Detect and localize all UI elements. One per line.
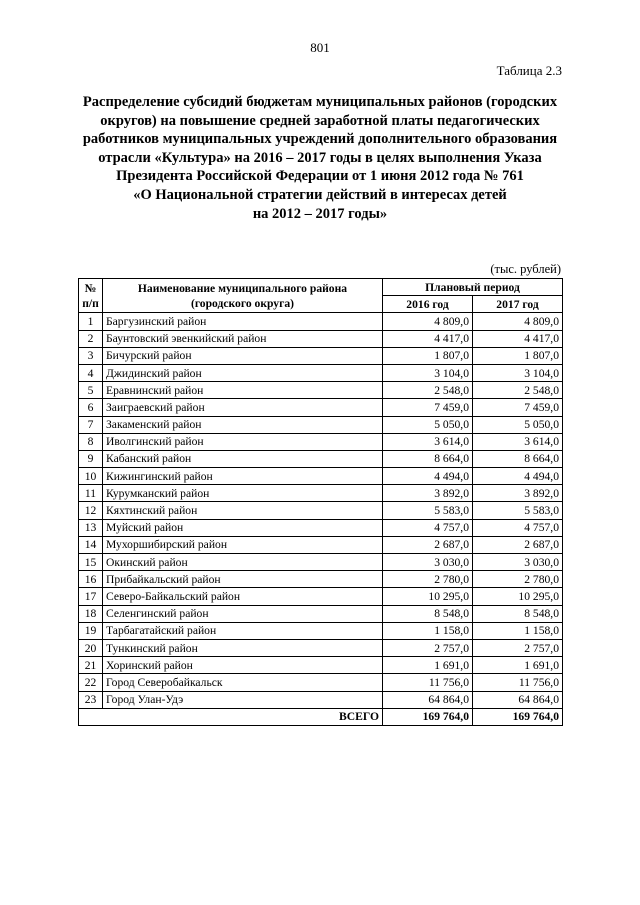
document-title [70,93,570,223]
header-year-2017: 2017 год [473,296,563,313]
table-row [79,691,563,708]
row-district-name: Муйский район [103,519,383,536]
row-value-2017: 1 691,0 [473,657,563,674]
row-number: 16 [79,571,103,588]
row-value-2016: 1 807,0 [383,347,473,364]
row-value-2017: 10 295,0 [473,588,563,605]
total-value-2017: 169 764,0 [473,708,563,725]
table-row [79,450,563,467]
row-district-name: Хоринский район [103,657,383,674]
row-value-2017: 3 104,0 [473,364,563,381]
row-number: 19 [79,622,103,639]
row-value-2017: 3 614,0 [473,433,563,450]
row-number: 9 [79,450,103,467]
total-value-2016: 169 764,0 [383,708,473,725]
row-number: 14 [79,536,103,553]
row-district-name: Окинский район [103,554,383,571]
row-value-2017: 3 892,0 [473,485,563,502]
row-district-name: Баргузинский район [103,313,383,330]
table-row [79,416,563,433]
row-value-2017: 2 757,0 [473,639,563,656]
row-value-2016: 7 459,0 [383,399,473,416]
row-value-2016: 2 548,0 [383,382,473,399]
table-row [79,502,563,519]
row-number: 12 [79,502,103,519]
row-value-2016: 2 780,0 [383,571,473,588]
row-number: 8 [79,433,103,450]
table-row [79,622,563,639]
header-number-line1: № [84,281,97,295]
row-number: 10 [79,468,103,485]
table-label: Таблица 2.3 [496,63,562,78]
row-number: 17 [79,588,103,605]
total-label: ВСЕГО [103,708,383,725]
row-value-2016: 3 614,0 [383,433,473,450]
table-row [79,399,563,416]
row-district-name: Иволгинский район [103,433,383,450]
total-row [79,708,563,725]
row-district-name: Кижингинский район [103,468,383,485]
row-number: 2 [79,330,103,347]
row-district-name: Тункинский район [103,639,383,656]
row-value-2016: 64 864,0 [383,691,473,708]
title-line: на 2012 – 2017 годы» [252,205,388,222]
row-value-2016: 1 158,0 [383,622,473,639]
table-body [79,313,563,708]
table-row [79,364,563,381]
row-number: 11 [79,485,103,502]
row-value-2017: 1 807,0 [473,347,563,364]
row-value-2016: 2 757,0 [383,639,473,656]
title-line: отрасли «Культура» на 2016 – 2017 годы в целях выполнения Указа [98,149,542,166]
title-line: работников муниципальных учреждений дополнительного образования [82,131,558,148]
row-district-name: Мухоршибирский район [103,536,383,553]
header-year-2016: 2016 год [383,296,473,313]
row-value-2016: 11 756,0 [383,674,473,691]
row-district-name: Джидинский район [103,364,383,381]
table-row [79,605,563,622]
row-value-2017: 7 459,0 [473,399,563,416]
row-number: 21 [79,657,103,674]
table-header [79,279,563,313]
row-value-2017: 2 687,0 [473,536,563,553]
row-value-2016: 2 687,0 [383,536,473,553]
header-number-line2: п/п [82,296,99,310]
row-value-2017: 8 664,0 [473,450,563,467]
subsidy-table [78,278,563,726]
row-value-2016: 3 104,0 [383,364,473,381]
table-row [79,382,563,399]
row-value-2016: 4 494,0 [383,468,473,485]
row-value-2016: 4 417,0 [383,330,473,347]
row-district-name: Город Улан-Удэ [103,691,383,708]
row-value-2017: 1 158,0 [473,622,563,639]
table-row [79,657,563,674]
row-value-2017: 64 864,0 [473,691,563,708]
row-value-2016: 4 809,0 [383,313,473,330]
row-value-2017: 5 583,0 [473,502,563,519]
row-value-2016: 8 548,0 [383,605,473,622]
row-district-name: Баунтовский эвенкийский район [103,330,383,347]
table-row [79,588,563,605]
row-value-2016: 5 583,0 [383,502,473,519]
header-name-line2: (городского округа) [190,296,295,310]
row-district-name: Прибайкальский район [103,571,383,588]
table-row [79,674,563,691]
header-number [79,279,103,313]
row-district-name: Еравнинский район [103,382,383,399]
table-row [79,554,563,571]
row-number: 6 [79,399,103,416]
row-value-2016: 5 050,0 [383,416,473,433]
table-row [79,536,563,553]
row-district-name: Северо-Байкальский район [103,588,383,605]
table-row [79,433,563,450]
table-row [79,571,563,588]
row-number: 5 [79,382,103,399]
row-number: 7 [79,416,103,433]
row-value-2017: 3 030,0 [473,554,563,571]
row-district-name: Заиграевский район [103,399,383,416]
row-value-2017: 4 757,0 [473,519,563,536]
table-row [79,485,563,502]
row-district-name: Бичурский район [103,347,383,364]
table-row [79,313,563,330]
row-value-2017: 4 417,0 [473,330,563,347]
row-number: 22 [79,674,103,691]
row-value-2016: 1 691,0 [383,657,473,674]
row-district-name: Кяхтинский район [103,502,383,519]
row-value-2016: 4 757,0 [383,519,473,536]
row-value-2016: 3 030,0 [383,554,473,571]
row-number: 23 [79,691,103,708]
table-row [79,639,563,656]
header-period: Плановый период [383,279,563,296]
row-number: 18 [79,605,103,622]
row-value-2017: 4 809,0 [473,313,563,330]
row-number: 13 [79,519,103,536]
total-spacer [79,708,103,725]
units-note: (тыс. рублей) [490,262,561,276]
row-district-name: Курумканский район [103,485,383,502]
row-number: 15 [79,554,103,571]
row-value-2017: 2 780,0 [473,571,563,588]
row-value-2016: 10 295,0 [383,588,473,605]
table-row [79,330,563,347]
row-value-2017: 11 756,0 [473,674,563,691]
row-value-2016: 8 664,0 [383,450,473,467]
title-line: округов) на повышение средней заработной платы педагогических [100,112,540,129]
row-district-name: Кабанский район [103,450,383,467]
row-district-name: Селенгинский район [103,605,383,622]
row-value-2017: 8 548,0 [473,605,563,622]
row-district-name: Город Северобайкальск [103,674,383,691]
row-district-name: Закаменский район [103,416,383,433]
row-number: 3 [79,347,103,364]
row-value-2017: 2 548,0 [473,382,563,399]
row-number: 20 [79,639,103,656]
header-name-line1: Наименование муниципального района [137,281,348,295]
row-number: 4 [79,364,103,381]
row-value-2017: 4 494,0 [473,468,563,485]
row-value-2016: 3 892,0 [383,485,473,502]
page-number: 801 [310,40,330,55]
row-number: 1 [79,313,103,330]
title-line: Распределение субсидий бюджетам муниципальных районов (городских [82,94,558,110]
table-row [79,519,563,536]
row-district-name: Тарбагатайский район [103,622,383,639]
header-name [103,279,383,313]
title-line: Президента Российской Федерации от 1 июня 2012 года № 761 [116,168,524,185]
table-row [79,347,563,364]
row-value-2017: 5 050,0 [473,416,563,433]
table-row [79,468,563,485]
title-line: «О Национальной стратегии действий в интересах детей [133,186,507,203]
